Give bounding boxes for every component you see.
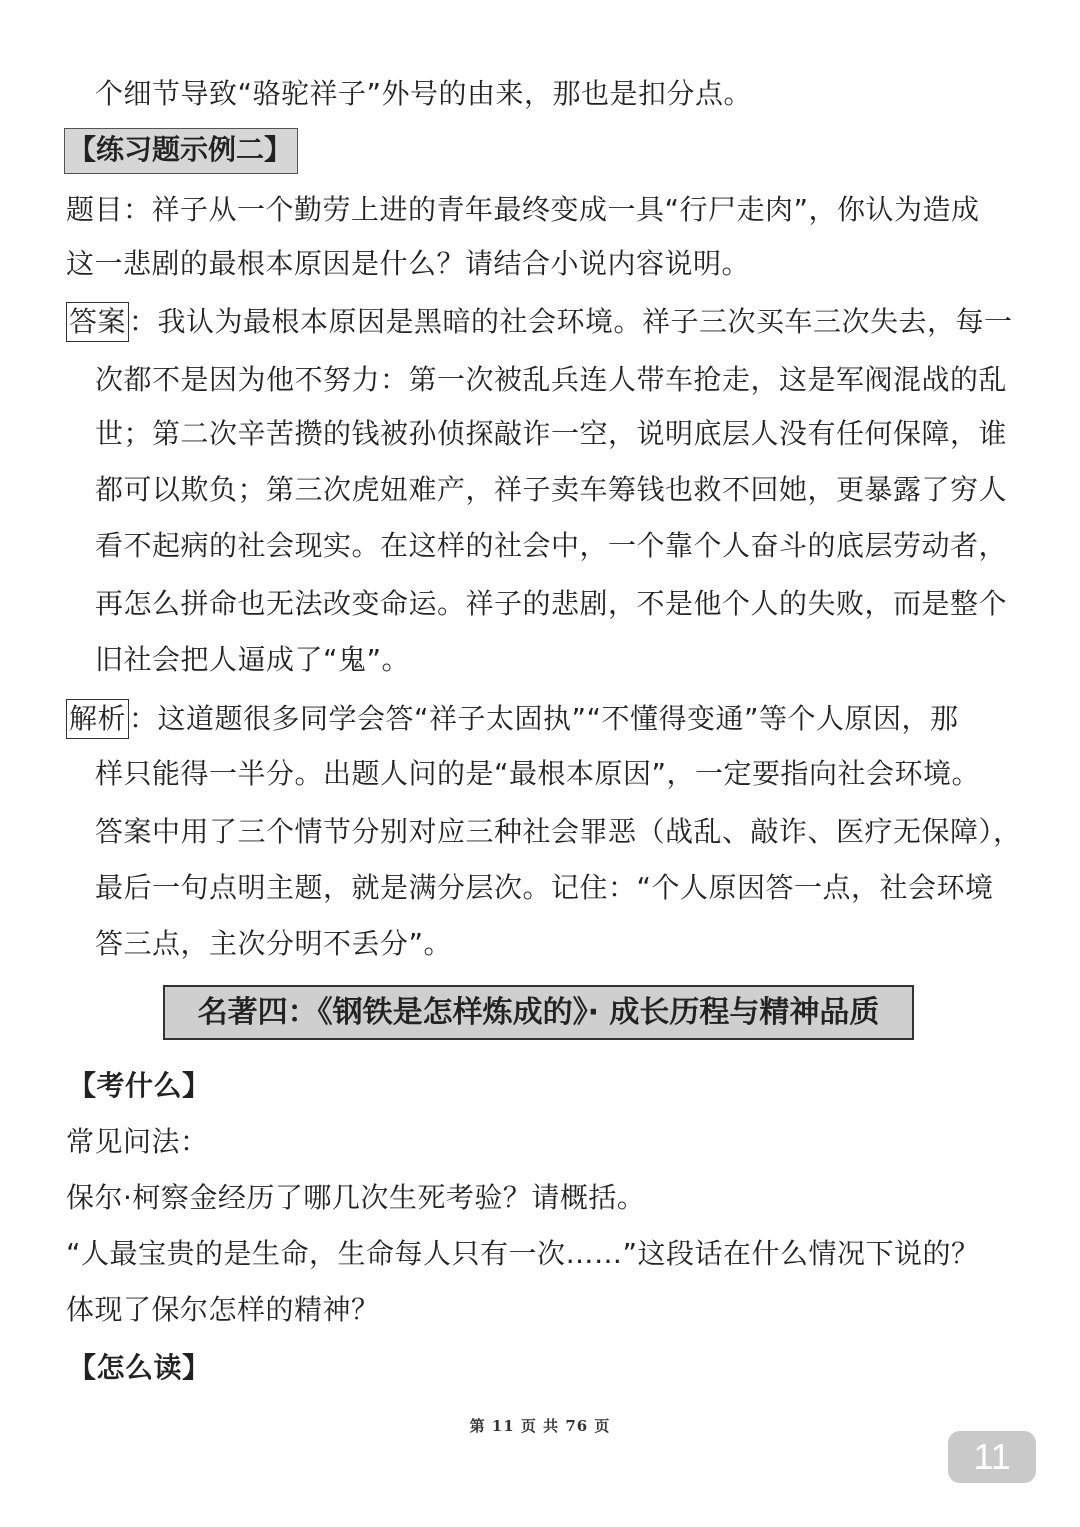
common-questions-label: 常见问法： (66, 1125, 209, 1158)
answer-line: 旧社会把人逼成了“鬼”。 (95, 643, 411, 676)
page-footer: 第 11 页 共 76 页 (469, 1417, 611, 1435)
analysis-line: 答案中用了三个情节分别对应三种社会罪恶（战乱、敲诈、医疗无保障）， (95, 815, 1022, 848)
answer-line: 都可以欺负；第三次虎妞难产，祥子卖车筹钱也救不回她，更暴露了穷人 (95, 473, 1008, 506)
answer-line: 再怎么拼命也无法改变命运。祥子的悲剧，不是他个人的失败，而是整个 (95, 587, 1008, 620)
analysis-line: 最后一句点明主题，就是满分层次。记住：“个人原因答一点，社会环境 (95, 871, 994, 904)
example-heading: 【练习题示例二】 (68, 133, 293, 166)
analysis-line: 答三点，主次分明不丢分”。 (95, 927, 453, 960)
question-item: 保尔·柯察金经历了哪几次生死考验？请概括。 (66, 1181, 646, 1214)
analysis-first-line (66, 699, 959, 739)
answer-text: ：我认为最根本原因是黑暗的社会环境。祥子三次买车三次失去，每一 (129, 305, 1013, 338)
analysis-label: 解析 (66, 699, 129, 739)
section-title: 名著四：《钢铁是怎样炼成的》· 成长历程与精神品质 (163, 985, 914, 1040)
answer-line: 世；第二次辛苦攒的钱被孙侦探敲诈一空，说明底层人没有任何保障，谁 (95, 417, 1008, 450)
answer-line: 看不起病的社会现实。在这样的社会中，一个靠个人奋斗的底层劳动者， (95, 529, 1008, 562)
answer-line: 次都不是因为他不努力：第一次被乱兵连人带车抢走，这是军阀混战的乱 (95, 363, 1008, 396)
answer-first-line (66, 302, 1013, 342)
question-line: 这一悲剧的最根本原因是什么？请结合小说内容说明。 (66, 247, 751, 280)
question-line: 题目：祥子从一个勤劳上进的青年最终变成一具“行尸走肉”，你认为造成 (66, 193, 980, 226)
subheading-zenmedu: 【怎么读】 (68, 1351, 211, 1384)
page-number-badge: 11 (948, 1431, 1036, 1483)
paragraph-line: 个细节导致“骆驼祥子”外号的由来，那也是扣分点。 (95, 77, 753, 110)
question-item: “人最宝贵的是生命，生命每人只有一次……”这段话在什么情况下说的？ (66, 1237, 980, 1270)
analysis-line: 样只能得一半分。出题人问的是“最根本原因”，一定要指向社会环境。 (95, 757, 981, 790)
answer-label: 答案 (66, 302, 129, 342)
question-item: 体现了保尔怎样的精神？ (66, 1293, 380, 1326)
subheading-kaoshenme: 【考什么】 (68, 1069, 211, 1102)
analysis-text: ：这道题很多同学会答“祥子太固执”“不懂得变通”等个人原因，那 (129, 702, 959, 735)
